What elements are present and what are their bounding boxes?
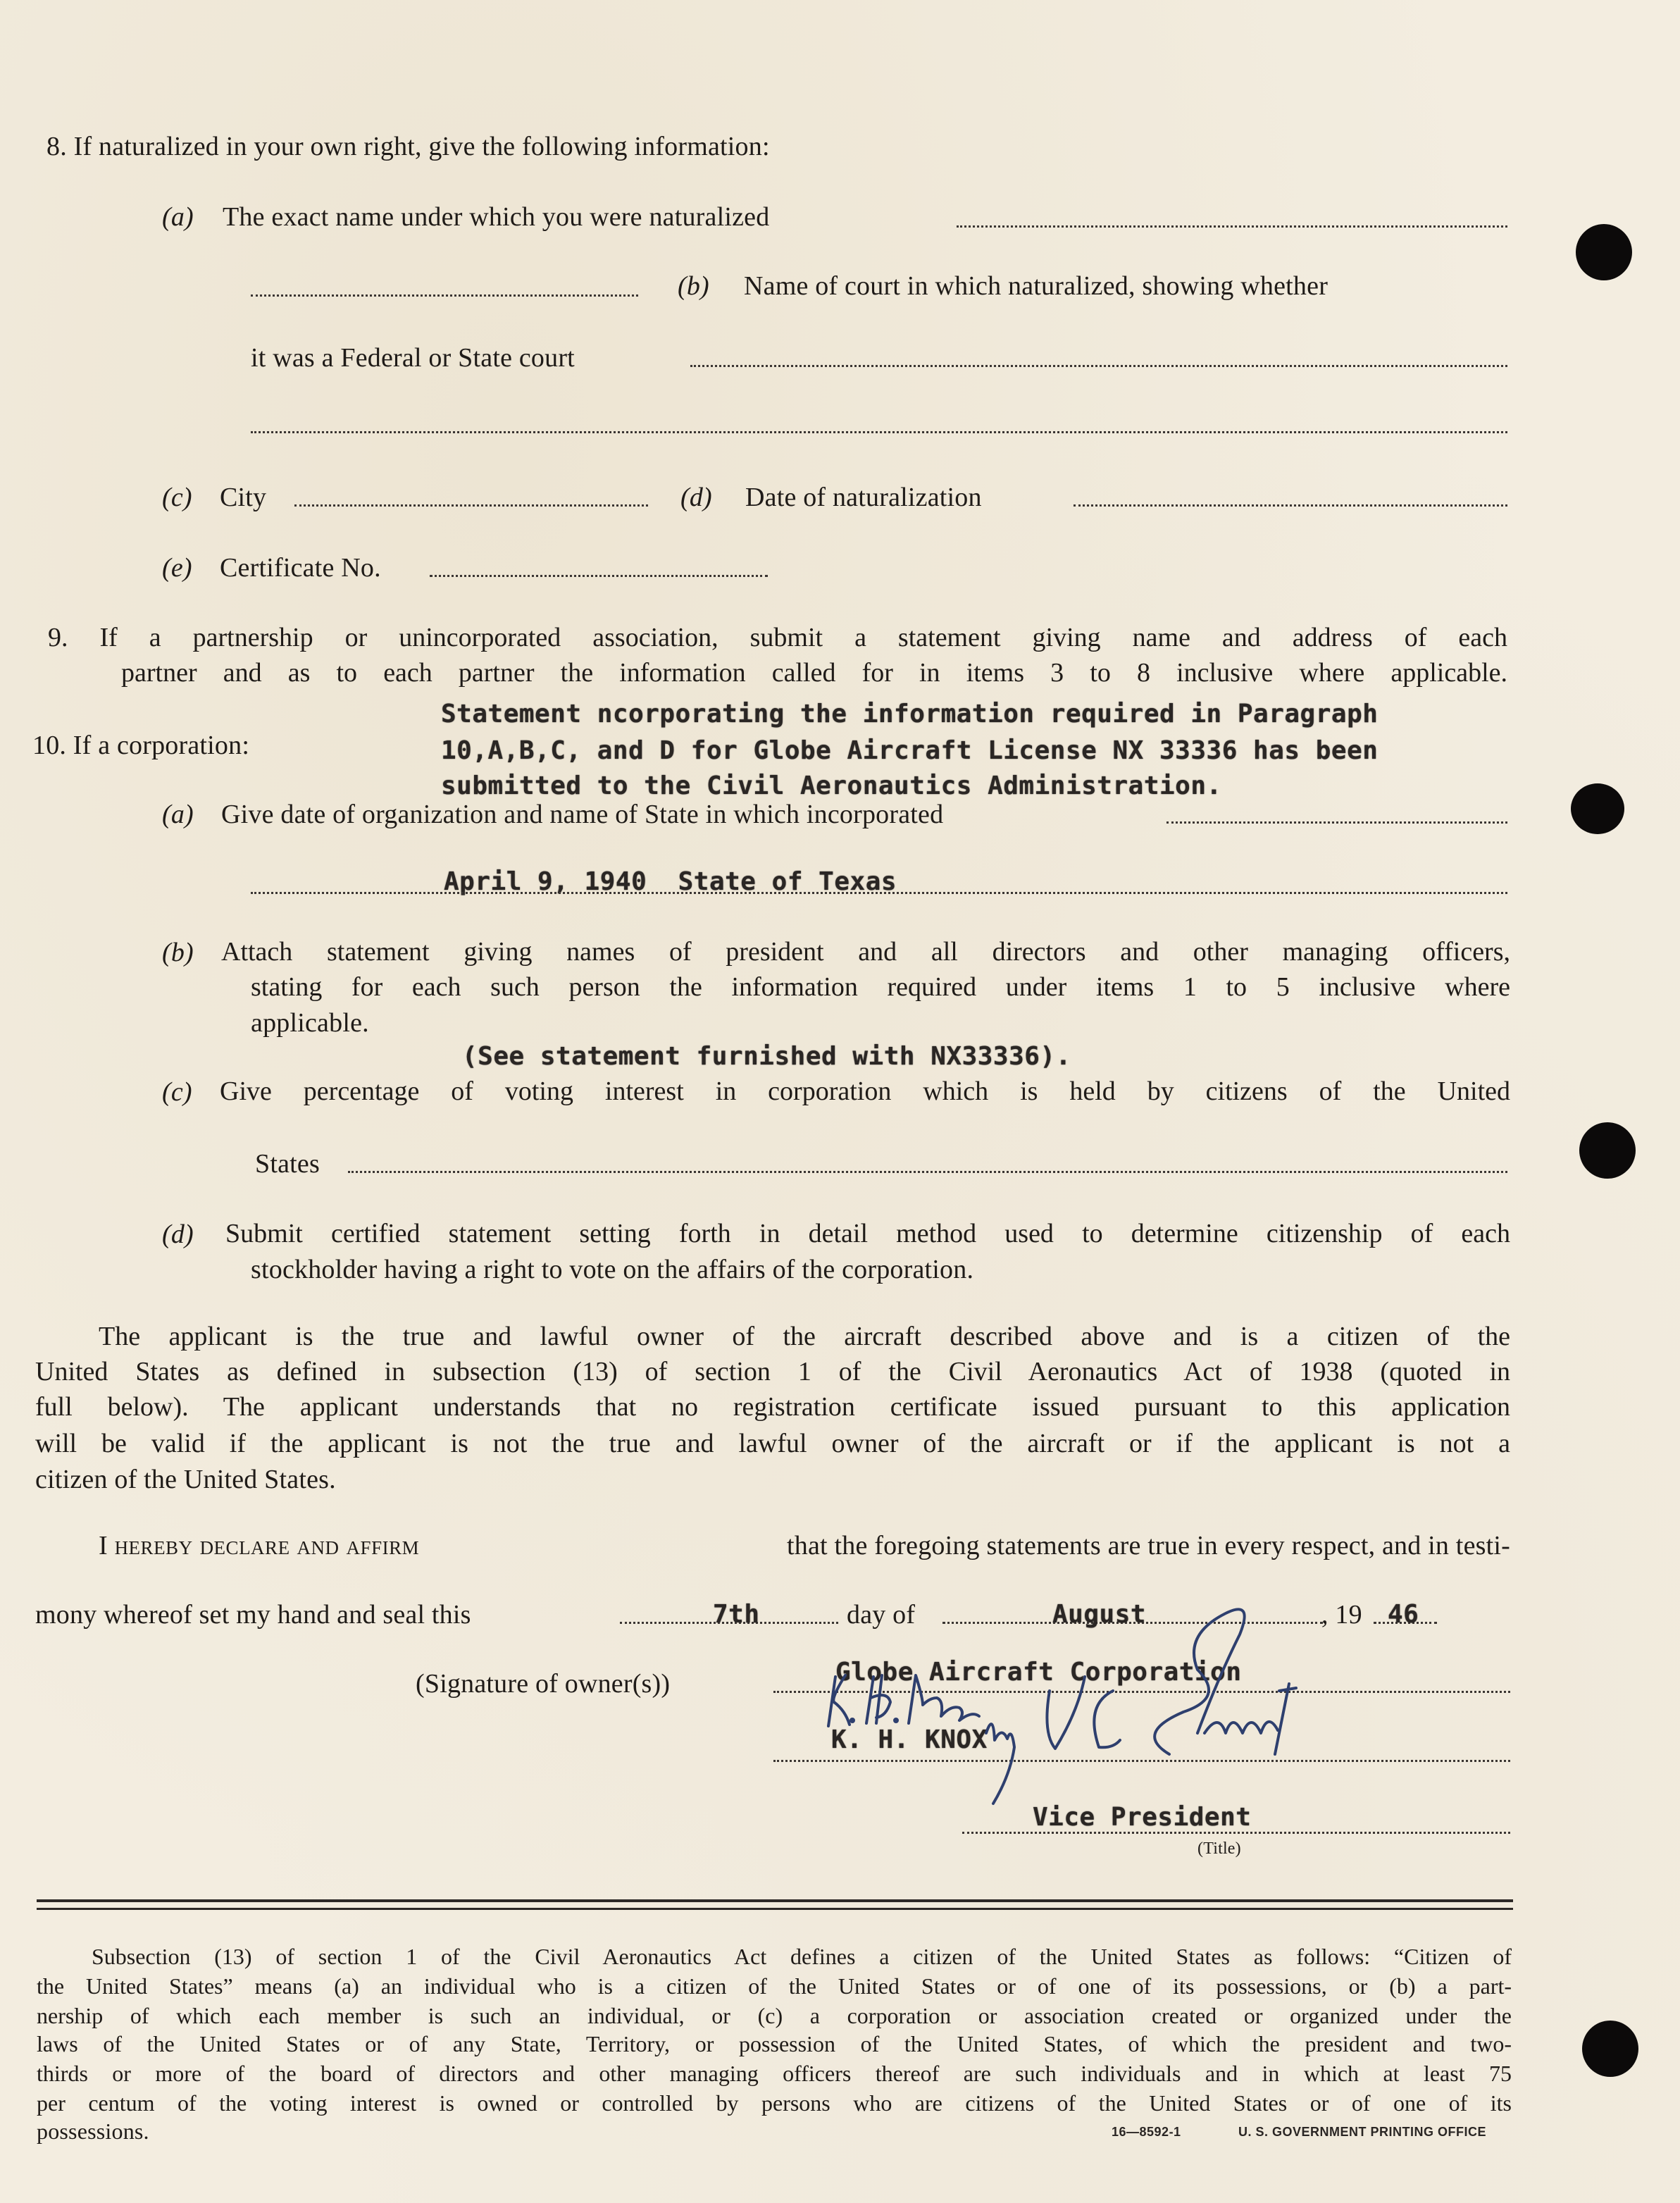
- applicant-statement-line1: The applicant is the true and lawful owner of the aircraft described above and is a citizen of the: [99, 1322, 1510, 1351]
- item9-line1: 9. If a partnership or unincorporated association, submit a statement giving name and address of each: [48, 623, 1507, 652]
- item10d-line1: Submit certified statement setting forth in detail method used to determine citizenship of each: [225, 1219, 1510, 1248]
- footer-definition-line4: laws of the United States or of any State, Territory, or possession of the United States, of which the president and two-: [37, 2031, 1512, 2056]
- item10b-marker: (b): [162, 938, 194, 967]
- item10a-marker: (a): [162, 800, 194, 829]
- item10a-input-line-2[interactable]: [251, 892, 1507, 894]
- item10c-input-line[interactable]: [348, 1171, 1507, 1173]
- item10b-line3: applicable.: [251, 1008, 369, 1038]
- item8c-label: City: [220, 483, 267, 512]
- title-label: (Title): [1197, 1839, 1241, 1858]
- item8e-label: Certificate No.: [220, 553, 381, 583]
- item10-typed-statement-3: submitted to the Civil Aeronautics Administration.: [441, 771, 1222, 800]
- item8a-input-line-cont[interactable]: [251, 294, 638, 297]
- year-value: 46: [1388, 1600, 1419, 1629]
- item10a-value: April 9, 1940 State of Texas: [444, 867, 897, 896]
- footer-definition-line2: the United States” means (a) an individual who is a citizen of the United States or of one of its possessions, or (b) a part-: [37, 1973, 1512, 1999]
- month-value: August: [1052, 1600, 1147, 1629]
- day-value: 7th: [713, 1600, 760, 1629]
- item10b-line2: stating for each such person the information required under items 1 to 5 inclusive where: [251, 972, 1510, 1002]
- item8b-label: Name of court in which naturalized, showing whether: [744, 271, 1329, 301]
- declaration-rest: that the foregoing statements are true in every respect, and in testi-: [787, 1531, 1510, 1560]
- punch-hole-4: [1582, 2021, 1638, 2077]
- footer-definition-line7: possessions.: [37, 2118, 149, 2144]
- item8c-marker: (c): [162, 483, 192, 512]
- item10c-label: Give percentage of voting interest in corporation which is held by citizens of the United: [220, 1076, 1510, 1106]
- item8d-marker: (d): [680, 483, 712, 512]
- item8a-marker: (a): [162, 202, 194, 232]
- item10-typed-statement-1: Statement ncorporating the information required in Paragraph: [441, 700, 1379, 728]
- punch-hole-1: [1576, 224, 1632, 280]
- declaration-line1: [99, 1530, 1510, 1561]
- footer-definition-line6: per centum of the voting interest is owned or controlled by persons who are citizens of the United States or of one of its: [37, 2090, 1512, 2116]
- item10c-label-cont: States: [255, 1149, 320, 1179]
- day-of-label: day of: [847, 1600, 916, 1630]
- handwritten-signature: [803, 1592, 1479, 1825]
- item10d-marker: (d): [162, 1220, 194, 1249]
- item9-line2: partner and as to each partner the information called for in items 3 to 8 inclusive where applicable.: [121, 658, 1507, 688]
- item10d-line2: stockholder having a right to vote on the affairs of the corporation.: [251, 1255, 974, 1284]
- item8b-marker: (b): [678, 271, 709, 301]
- item8e-input-line[interactable]: [430, 575, 768, 577]
- title-input-line[interactable]: [962, 1832, 1510, 1834]
- item8b-input-line[interactable]: [690, 365, 1507, 367]
- applicant-statement-line2: United States as defined in subsection (13) of section 1 of the Civil Aeronautics Act of 1938 (quoted in: [35, 1357, 1510, 1386]
- footer-rule-top: [37, 1899, 1513, 1902]
- item8-heading: 8. If naturalized in your own right, give the following information:: [46, 132, 770, 161]
- signature-title-value: Vice President: [1033, 1803, 1252, 1832]
- item8d-input-line[interactable]: [1074, 504, 1507, 507]
- applicant-statement-line4: will be valid if the applicant is not the true and lawful owner of the aircraft or if the applicant is not a: [35, 1429, 1510, 1458]
- signature-company: Globe Aircraft Corporation: [835, 1658, 1242, 1687]
- item10a-input-line[interactable]: [1166, 821, 1507, 824]
- item8b-label-cont: it was a Federal or State court: [251, 343, 575, 373]
- declaration-lead: I hereby declare and affirm: [99, 1531, 420, 1560]
- punch-hole-3: [1579, 1122, 1636, 1179]
- footer-definition-line3: nership of which each member is such an individual, or (c) a corporation or association created or organized under the: [37, 2003, 1512, 2028]
- declaration-line2-prefix: mony whereof set my hand and seal this: [35, 1600, 471, 1630]
- applicant-statement-line3: full below). The applicant understands that no registration certificate issued pursuant to this application: [35, 1392, 1510, 1422]
- year-prefix: , 19: [1321, 1600, 1362, 1630]
- punch-hole-2: [1571, 783, 1624, 834]
- item8e-marker: (e): [162, 553, 192, 583]
- printer-credit: U. S. GOVERNMENT PRINTING OFFICE: [1238, 2125, 1487, 2139]
- item8a-input-line[interactable]: [957, 225, 1507, 228]
- item10-typed-statement-2: 10,A,B,C, and D for Globe Aircraft License NX 33336 has been: [441, 736, 1379, 765]
- footer-definition-line1: Subsection (13) of section 1 of the Civil Aeronautics Act defines a citizen of the United States as follows: “Citizen of: [92, 1944, 1512, 1969]
- item10c-marker: (c): [162, 1077, 192, 1107]
- signature-label: (Signature of owner(s)): [416, 1669, 671, 1699]
- item10-heading: 10. If a corporation:: [32, 731, 250, 760]
- item8b-input-line-2[interactable]: [251, 431, 1507, 433]
- item8d-label: Date of naturalization: [745, 483, 982, 512]
- form-number: 16—8592-1: [1112, 2125, 1181, 2139]
- item10a-label: Give date of organization and name of State in which incorporated: [221, 800, 944, 829]
- footer-definition-line5: thirds or more of the board of directors and other managing officers thereof are such individuals and in which at least 75: [37, 2061, 1512, 2086]
- item8a-label: The exact name under which you were naturalized: [223, 202, 770, 232]
- item10b-line1: Attach statement giving names of president and all directors and other managing officers,: [221, 937, 1510, 967]
- item8c-input-line[interactable]: [294, 504, 648, 507]
- applicant-statement-line5: citizen of the United States.: [35, 1465, 336, 1494]
- signature-signer-typed: K. H. KNOX: [831, 1725, 988, 1754]
- item10b-value: (See statement furnished with NX33336).: [462, 1042, 1071, 1071]
- footer-rule-bottom: [37, 1908, 1513, 1910]
